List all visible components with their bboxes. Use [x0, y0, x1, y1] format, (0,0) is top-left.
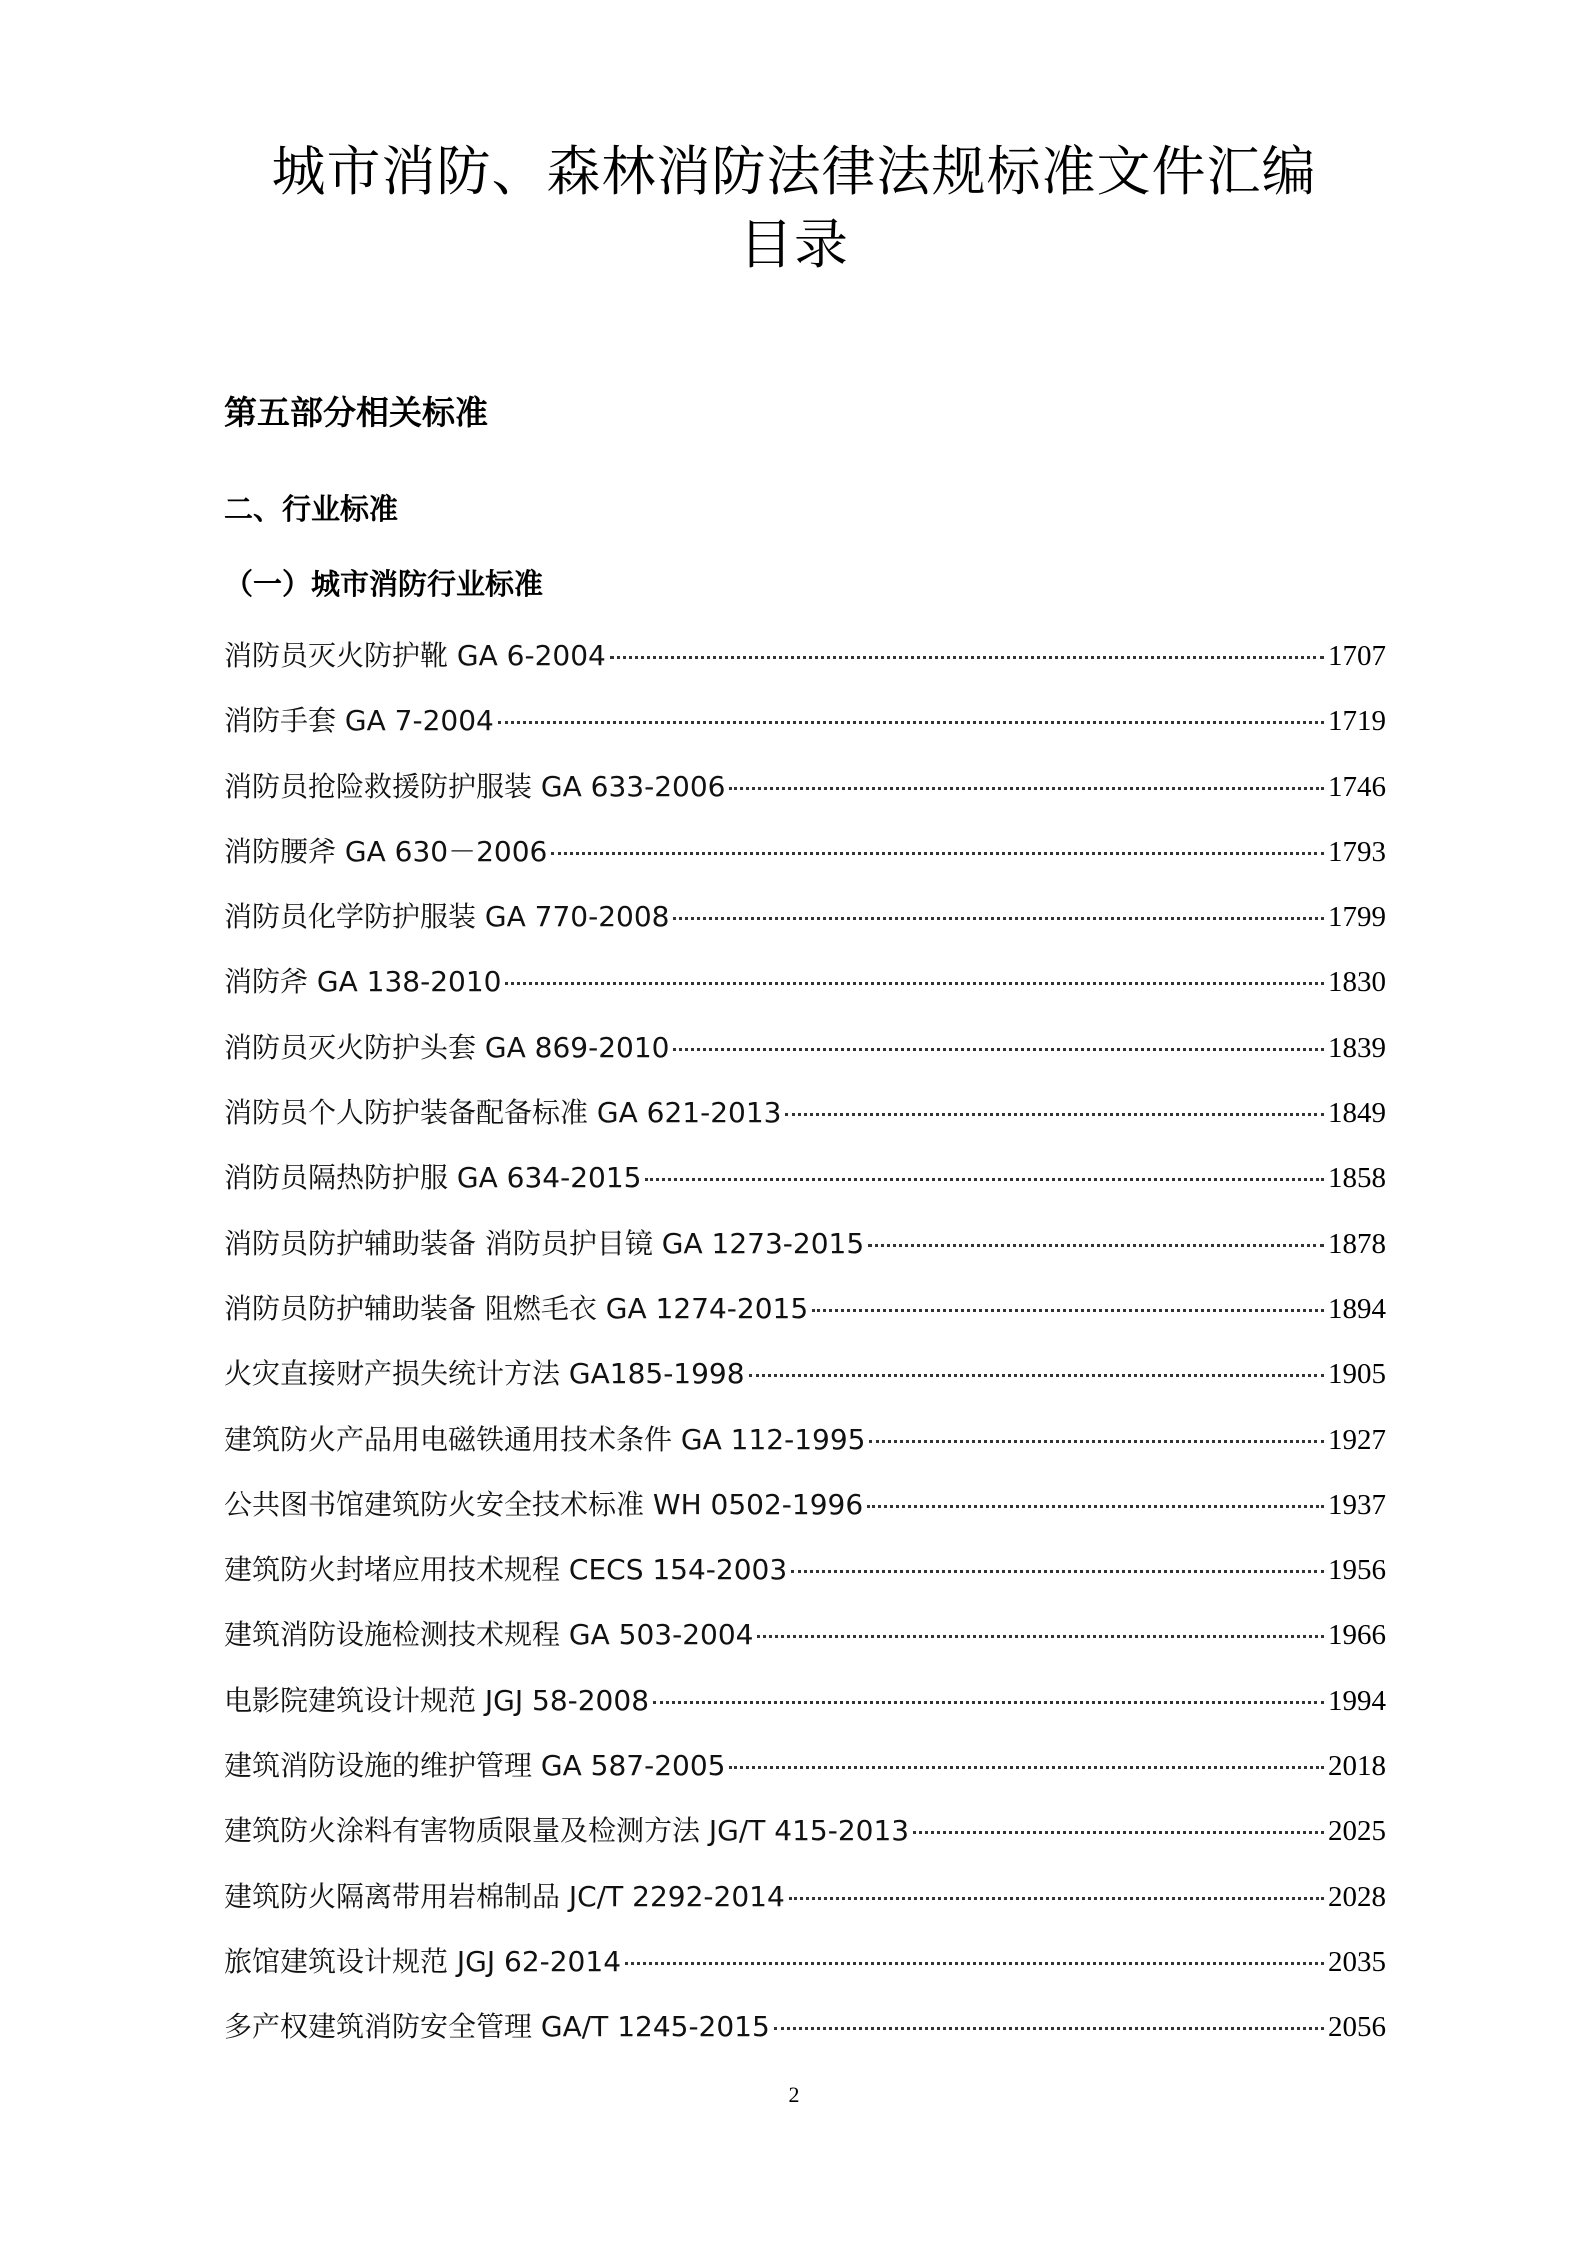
toc-dot-leader [774, 2027, 1324, 2030]
toc-entry-title: 公共图书馆建筑防火安全技术标准 WH 0502-1996 [224, 1487, 864, 1521]
toc-entry-title: 消防员灭火防护靴 GA 6-2004 [224, 639, 606, 672]
toc-entry-title: 建筑消防设施检测技术规程 GA 503-2004 [224, 1618, 754, 1652]
toc-entry[interactable] [224, 767, 1386, 832]
toc-dot-leader [729, 787, 1324, 790]
toc-entry-title: 消防斧 GA 138-2010 [224, 965, 502, 999]
subsection-heading: （一）城市消防行业标准 [224, 567, 544, 601]
toc-entry-page: 1858 [1328, 1162, 1386, 1195]
toc-dot-leader [673, 1048, 1324, 1051]
toc-entry-title: 火灾直接财产损失统计方法 GA185-1998 [224, 1357, 745, 1391]
part-heading: 第五部分相关标准 [224, 393, 488, 432]
toc-entry[interactable] [224, 636, 1386, 701]
toc-dot-leader [869, 1440, 1324, 1443]
toc-entry[interactable] [224, 1681, 1386, 1746]
page-number: 2 [788, 2082, 800, 2107]
toc-dot-leader [749, 1374, 1324, 1377]
toc-entry-title: 消防员抢险救援防护服装 GA 633-2006 [224, 769, 726, 803]
toc-dot-leader [867, 1505, 1324, 1508]
toc-entry-page: 2056 [1328, 2011, 1386, 2044]
toc-dot-leader [812, 1309, 1324, 1312]
toc-entry[interactable] [224, 962, 1386, 1027]
toc-entry[interactable] [224, 1811, 1386, 1876]
toc-entry-title: 旅馆建筑设计规范 JGJ 62-2014 [224, 1944, 622, 1978]
toc-entry-page: 1849 [1328, 1097, 1386, 1130]
toc-entry[interactable] [224, 897, 1386, 962]
toc-entry-page: 1966 [1328, 1619, 1386, 1652]
toc-dot-leader [757, 1635, 1324, 1638]
toc-entry-page: 1956 [1328, 1554, 1386, 1587]
toc-entry[interactable] [224, 1093, 1386, 1158]
toc-entry-page: 2018 [1328, 1750, 1386, 1783]
toc-dot-leader [653, 1701, 1324, 1704]
toc-entry-page: 1746 [1328, 770, 1386, 803]
toc-entry[interactable] [224, 832, 1386, 897]
toc-dot-leader [610, 656, 1324, 659]
toc-entry-page: 1878 [1328, 1227, 1386, 1260]
toc-entry-title: 建筑消防设施的维护管理 GA 587-2005 [224, 1749, 726, 1783]
section-heading: 二、行业标准 [224, 492, 399, 526]
toc-entry-page: 1927 [1328, 1423, 1386, 1456]
toc-entry[interactable] [224, 1746, 1386, 1811]
toc-dot-leader [785, 1113, 1324, 1116]
toc-entry[interactable] [224, 1224, 1386, 1289]
toc-entry-page: 1894 [1328, 1292, 1386, 1325]
toc-entry[interactable] [224, 2007, 1386, 2072]
toc-dot-leader [913, 1831, 1324, 1834]
table-of-contents [224, 636, 1386, 2073]
toc-entry[interactable] [224, 1158, 1386, 1223]
toc-dot-leader [498, 721, 1324, 724]
toc-dot-leader [625, 1962, 1324, 1965]
toc-dot-leader [551, 852, 1324, 855]
toc-entry-page: 1937 [1328, 1488, 1386, 1521]
toc-entry-page: 1799 [1328, 901, 1386, 934]
toc-entry[interactable] [224, 1877, 1386, 1942]
toc-entry-title: 消防手套 GA 7-2004 [224, 704, 494, 738]
document-subtitle: 目录 [739, 213, 849, 276]
toc-entry-page: 1994 [1328, 1684, 1386, 1717]
toc-dot-leader [505, 982, 1324, 985]
toc-entry[interactable] [224, 1942, 1386, 2007]
toc-entry[interactable] [224, 1289, 1386, 1354]
toc-entry-title: 建筑防火产品用电磁铁通用技术条件 GA 112-1995 [224, 1422, 866, 1456]
toc-dot-leader [645, 1178, 1324, 1181]
toc-dot-leader [789, 1897, 1324, 1900]
toc-entry-title: 消防员防护辅助装备 阻燃毛衣 GA 1274-2015 [224, 1291, 809, 1325]
toc-entry-page: 2035 [1328, 1945, 1386, 1978]
toc-entry[interactable] [224, 1550, 1386, 1615]
toc-entry[interactable] [224, 1615, 1386, 1680]
toc-entry-page: 1793 [1328, 835, 1386, 868]
toc-entry-page: 1719 [1328, 705, 1386, 738]
toc-entry-page: 1830 [1328, 966, 1386, 999]
toc-entry-title: 建筑防火封堵应用技术规程 CECS 154-2003 [224, 1553, 788, 1587]
toc-entry-page: 1839 [1328, 1031, 1386, 1064]
toc-entry-page: 1707 [1328, 640, 1386, 672]
toc-entry[interactable] [224, 1420, 1386, 1485]
toc-entry-title: 多产权建筑消防安全管理 GA/T 1245-2015 [224, 2010, 770, 2044]
toc-dot-leader [868, 1244, 1324, 1247]
document-title: 城市消防、森林消防法律法规标准文件汇编 [271, 140, 1317, 203]
toc-dot-leader [729, 1766, 1324, 1769]
toc-entry-title: 消防员个人防护装备配备标准 GA 621-2013 [224, 1096, 782, 1130]
toc-entry-title: 消防员灭火防护头套 GA 869-2010 [224, 1030, 670, 1064]
toc-entry[interactable] [224, 1485, 1386, 1550]
toc-entry-title: 消防员化学防护服装 GA 770-2008 [224, 900, 670, 934]
toc-entry-page: 2025 [1328, 1815, 1386, 1848]
toc-entry[interactable] [224, 1354, 1386, 1419]
toc-entry-title: 电影院建筑设计规范 JGJ 58-2008 [224, 1683, 650, 1717]
toc-entry-title: 消防腰斧 GA 630－2006 [224, 834, 548, 868]
toc-dot-leader [791, 1570, 1324, 1573]
toc-entry[interactable] [224, 1028, 1386, 1093]
toc-entry-page: 2028 [1328, 1880, 1386, 1913]
toc-entry-title: 消防员防护辅助装备 消防员护目镜 GA 1273-2015 [224, 1226, 865, 1260]
toc-entry-title: 建筑防火隔离带用岩棉制品 JC/T 2292-2014 [224, 1879, 785, 1913]
toc-entry-title: 建筑防火涂料有害物质限量及检测方法 JG/T 415-2013 [224, 1814, 910, 1848]
toc-dot-leader [673, 917, 1324, 920]
toc-entry-page: 1905 [1328, 1358, 1386, 1391]
toc-entry-title: 消防员隔热防护服 GA 634-2015 [224, 1161, 642, 1195]
toc-entry[interactable] [224, 701, 1386, 766]
